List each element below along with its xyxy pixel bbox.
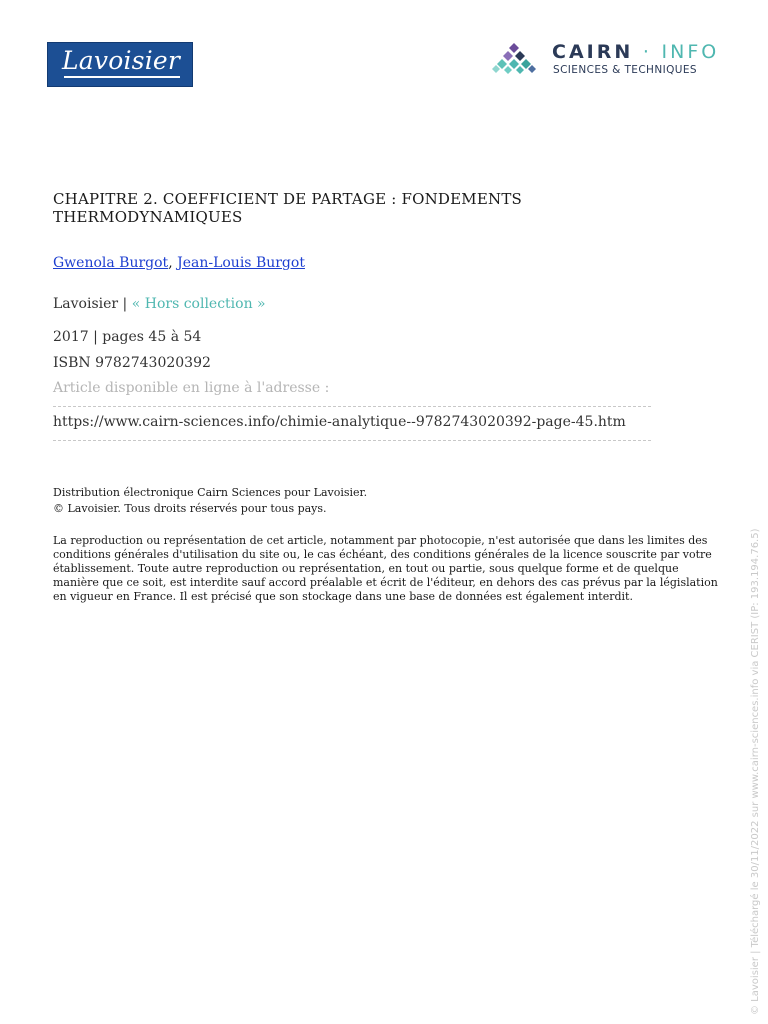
author-list [53,255,305,271]
lavoisier-logo-text: Lavoisier [62,46,181,75]
article-title: CHAPITRE 2. COEFFICIENT DE PARTAGE : FONDEMENTS THERMODYNAMIQUES [53,190,523,226]
distribution-line: Distribution électronique Cairn Sciences pour Lavoisier. [53,486,368,499]
available-label: Article disponible en ligne à l'adresse : [53,380,330,396]
download-watermark: © Lavoisier | Téléchargé le 30/11/2022 sur www.cairn-sciences.info via CERIST (IP: 193.194.76.5) [750,528,761,1015]
author-link-2[interactable]: Jean-Louis Burgot [177,255,305,271]
collection-link[interactable]: « Hors collection » [131,296,266,312]
cairn-suffix: INFO [661,41,720,63]
cairn-name [552,41,719,63]
distribution-notice [53,485,367,517]
year-pages: 2017 | pages 45 à 54 [53,329,202,345]
isbn: ISBN 9782743020392 [53,355,211,371]
cairn-dot: · [642,41,652,63]
author-separator: , [168,255,178,271]
copyright-line: © Lavoisier. Tous droits réservés pour tous pays. [53,502,327,515]
article-url[interactable]: https://www.cairn-sciences.info/chimie-analytique--9782743020392-page-45.htm [53,414,626,430]
publisher-line [53,296,266,312]
lavoisier-logo[interactable] [47,42,193,87]
cairn-brand: CAIRN [552,41,634,63]
publisher-name: Lavoisier | [53,296,132,312]
divider-top [53,406,651,407]
cairn-diamonds-icon [488,41,544,77]
divider-bottom [53,440,651,441]
cairn-subtitle: SCIENCES & TECHNIQUES [553,64,697,76]
legal-notice: La reproduction ou représentation de cet article, notamment par photocopie, n'est autorisée que dans les limites des conditions générales d'utilisation du site ou, le cas échéant, des conditions générales de la licence souscrite par votre établissement. Toute autre reproduction ou représentation, en tout ou partie, sous quelque forme et de quelque manière que ce soit, est interdite sauf accord préalable et écrit de l'éditeur, en dehors des cas prévus par la législation en vigueur en France. Il est précisé que son stockage dans une base de données est également interdit. [53,534,718,603]
logo-underline [64,76,180,78]
author-link-1[interactable]: Gwenola Burgot [53,255,169,271]
cairn-logo[interactable] [488,41,728,81]
